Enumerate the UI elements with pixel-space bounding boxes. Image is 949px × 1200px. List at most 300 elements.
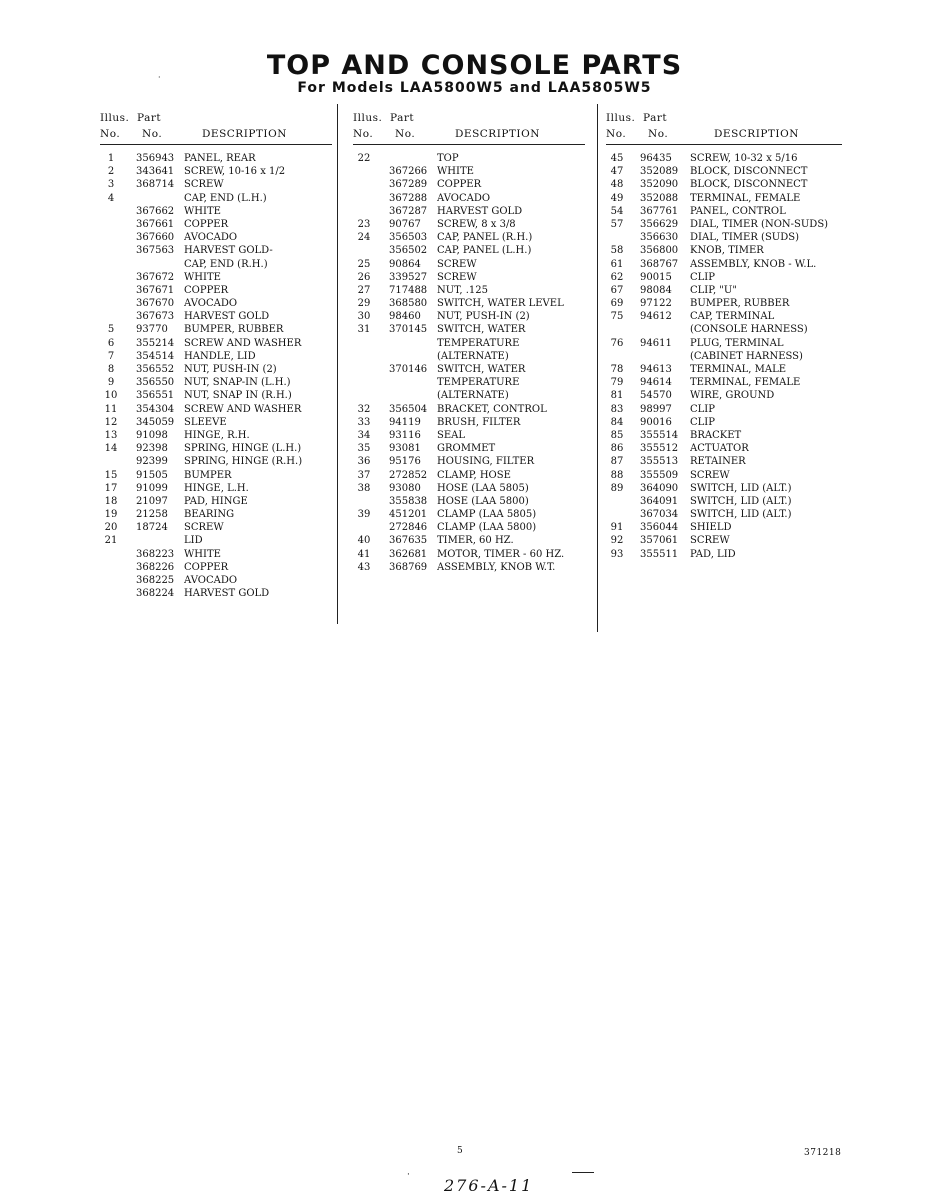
part-no: 356630 [640, 232, 679, 244]
cell-gap [122, 205, 136, 218]
parts-row [606, 442, 842, 455]
cell-gap [628, 416, 640, 429]
parts-row [100, 178, 332, 191]
illus-no [100, 205, 122, 218]
parts-row [606, 258, 842, 271]
part-no: 356551 [136, 390, 175, 402]
cell-gap [375, 442, 389, 455]
part-description: COPPER [437, 179, 482, 191]
cell-gap [628, 548, 640, 561]
part-description: WHITE [437, 166, 474, 178]
part-description: CLIP [690, 416, 715, 428]
part-description: NUT, SNAP-IN (L.H.) [184, 377, 291, 389]
part-no: 357061 [640, 535, 679, 547]
cell-gap [375, 244, 389, 257]
parts-list [353, 152, 585, 574]
illus-no: 26 [357, 271, 371, 283]
parts-row [606, 271, 842, 284]
part-no: 367673 [136, 311, 175, 323]
parts-row [606, 323, 842, 336]
header-illus-part: Illus. Part [353, 112, 415, 124]
illus-no: 57 [610, 218, 624, 230]
cell-gap [628, 271, 640, 284]
part-description: PLUG, TERMINAL [690, 337, 784, 349]
parts-row [353, 389, 585, 402]
parts-row [353, 363, 585, 376]
part-no: 343641 [136, 166, 175, 178]
part-description: SCREW [690, 469, 730, 481]
illus-no [353, 165, 375, 178]
part-description: CAP, PANEL (R.H.) [437, 232, 533, 244]
cell-gap [122, 534, 136, 547]
part-description: TOP [437, 153, 459, 164]
part-description: HINGE, R.H. [184, 429, 250, 441]
part-no [136, 258, 184, 271]
part-no: 97122 [640, 298, 672, 310]
illus-no: 40 [357, 535, 371, 547]
illus-no: 8 [107, 364, 115, 375]
part-description: SCREW [437, 258, 477, 270]
parts-row [100, 495, 332, 508]
part-description: CLIP [690, 403, 715, 415]
part-no [389, 389, 437, 402]
illus-no [606, 231, 628, 244]
illus-no: 6 [107, 337, 115, 349]
cell-gap [375, 416, 389, 429]
illus-no [353, 244, 375, 257]
parts-row [606, 350, 842, 363]
part-no: 21097 [136, 495, 168, 507]
part-no: 18724 [136, 522, 168, 534]
illus-no: 24 [357, 232, 371, 244]
part-no: 21258 [136, 509, 168, 521]
header-part-no: No. [648, 128, 669, 140]
part-no: 356044 [640, 522, 679, 534]
illus-no [606, 508, 628, 521]
illus-no [353, 389, 375, 402]
part-description: SCREW, 10-32 x 5/16 [690, 153, 798, 164]
parts-row [100, 548, 332, 561]
part-description: CLIP, "U" [690, 284, 737, 296]
cell-gap [375, 469, 389, 482]
part-description: BRUSH, FILTER [437, 416, 521, 428]
part-description: CAP, PANEL (L.H.) [437, 245, 532, 257]
part-no: 93116 [389, 429, 421, 441]
parts-row [606, 297, 842, 310]
part-no: 367563 [136, 245, 175, 257]
cell-gap [122, 389, 136, 402]
cell-gap [122, 442, 136, 455]
illus-no: 41 [357, 548, 371, 560]
part-no: 54570 [640, 390, 672, 402]
parts-row [353, 258, 585, 271]
part-description: BRACKET, CONTROL [437, 403, 547, 415]
illus-no: 31 [357, 324, 371, 336]
cell-gap [628, 455, 640, 468]
illus-no: 79 [610, 377, 624, 389]
parts-row [100, 389, 332, 402]
parts-row [353, 548, 585, 561]
illus-no: 43 [357, 561, 371, 573]
parts-row [606, 482, 842, 495]
parts-row [353, 376, 585, 389]
parts-row [353, 178, 585, 191]
part-no: 368224 [136, 588, 175, 600]
cell-gap [375, 192, 389, 205]
part-no: 272846 [389, 522, 428, 534]
cell-gap [122, 574, 136, 587]
cell-gap [375, 521, 389, 534]
speck-mark: · [158, 73, 161, 82]
part-description: TERMINAL, FEMALE [690, 377, 801, 389]
part-no: 367672 [136, 271, 175, 283]
parts-row [606, 205, 842, 218]
parts-row [100, 429, 332, 442]
page-number: 5 [457, 1146, 463, 1156]
part-no: 95176 [389, 456, 421, 468]
part-description: GROMMET [437, 443, 496, 455]
parts-row [100, 271, 332, 284]
part-description: AVOCADO [184, 298, 238, 310]
illus-no: 36 [357, 456, 371, 468]
part-description: LID [184, 535, 203, 547]
part-description: BRACKET [690, 429, 742, 441]
illus-no: 19 [104, 509, 118, 521]
part-no: 367671 [136, 284, 175, 296]
illus-no: 27 [357, 284, 371, 296]
header-illus-no: No. [353, 128, 374, 140]
part-description: NUT, SNAP IN (R.H.) [184, 390, 292, 402]
cell-gap [628, 442, 640, 455]
parts-row [606, 429, 842, 442]
illus-no: 93 [610, 548, 624, 560]
illus-no [100, 548, 122, 561]
parts-row [100, 508, 332, 521]
part-description: TIMER, 60 HZ. [437, 535, 514, 547]
cell-gap [375, 231, 389, 244]
parts-row [353, 469, 585, 482]
cell-gap [375, 205, 389, 218]
illus-no: 88 [610, 469, 624, 481]
part-no: 367662 [136, 205, 175, 217]
part-no: 355514 [640, 429, 679, 441]
cell-gap [375, 337, 389, 350]
cell-gap [122, 165, 136, 178]
parts-row [606, 548, 842, 561]
parts-row [353, 561, 585, 574]
part-no: 94611 [640, 337, 672, 349]
part-description: CLAMP, HOSE [437, 469, 511, 481]
cell-gap [375, 297, 389, 310]
illus-no [100, 231, 122, 244]
header-description: DESCRIPTION [202, 128, 287, 140]
illus-no: 69 [610, 298, 624, 310]
part-description: CAP, END (L.H.) [184, 192, 267, 204]
cell-gap [122, 416, 136, 429]
header-rule [606, 144, 842, 145]
parts-list [100, 152, 332, 600]
parts-row [606, 455, 842, 468]
cell-gap [628, 218, 640, 231]
parts-row [353, 152, 585, 165]
part-no: 355214 [136, 337, 175, 349]
parts-row [353, 534, 585, 547]
part-no: 272852 [389, 469, 428, 481]
part-no: 367635 [389, 535, 428, 547]
part-no: 94119 [389, 416, 421, 428]
parts-row [606, 337, 842, 350]
illus-no [353, 337, 375, 350]
column-header [100, 108, 332, 142]
part-no: 91098 [136, 429, 168, 441]
illus-no: 10 [104, 390, 118, 402]
cell-gap [122, 271, 136, 284]
cell-gap [122, 455, 136, 468]
parts-row [100, 587, 332, 600]
part-no: 368769 [389, 561, 428, 573]
parts-row [100, 297, 332, 310]
part-no: 352089 [640, 166, 679, 178]
cell-gap [122, 244, 136, 257]
illus-no [606, 495, 628, 508]
cell-gap [375, 534, 389, 547]
part-description: MOTOR, TIMER - 60 HZ. [437, 548, 565, 560]
illus-no [100, 258, 122, 271]
illus-no: 87 [610, 456, 624, 468]
part-description: (CABINET HARNESS) [690, 350, 803, 362]
parts-row [606, 244, 842, 257]
cell-gap [375, 508, 389, 521]
cell-gap [628, 205, 640, 218]
part-description: SCREW [184, 179, 224, 191]
illus-no [100, 271, 122, 284]
cell-gap [375, 258, 389, 271]
cell-gap [375, 455, 389, 468]
illus-no: 84 [610, 416, 624, 428]
page-title: TOP AND CONSOLE PARTS [266, 50, 683, 81]
part-no: 91505 [136, 469, 168, 481]
illus-no: 33 [357, 416, 371, 428]
part-description: HOSE (LAA 5805) [437, 482, 529, 494]
cell-gap [628, 297, 640, 310]
part-description: HOUSING, FILTER [437, 456, 535, 468]
illus-no: 17 [104, 482, 118, 494]
illus-no: 54 [610, 205, 624, 217]
illus-no: 78 [610, 364, 624, 375]
parts-row [353, 231, 585, 244]
part-description: SCREW AND WASHER [184, 337, 302, 349]
part-description: COPPER [184, 218, 229, 230]
parts-row [606, 165, 842, 178]
part-description: NUT, .125 [437, 284, 489, 296]
part-description: CLAMP (LAA 5800) [437, 522, 537, 534]
illus-no: 12 [104, 416, 118, 428]
cell-gap [122, 258, 136, 271]
illus-no: 35 [357, 443, 371, 455]
part-no: 368714 [136, 179, 175, 191]
part-no: 368225 [136, 575, 175, 586]
cell-gap [122, 192, 136, 205]
parts-row [606, 310, 842, 323]
part-description: COPPER [184, 284, 229, 296]
cell-gap [628, 495, 640, 508]
parts-row [100, 218, 332, 231]
illus-no [100, 297, 122, 310]
cell-gap [375, 561, 389, 574]
cell-gap [628, 337, 640, 350]
cell-gap [628, 350, 640, 363]
illus-no [100, 310, 122, 323]
cell-gap [628, 165, 640, 178]
part-no: 355513 [640, 456, 679, 468]
part-description: NUT, PUSH-IN (2) [437, 311, 530, 323]
parts-row [606, 521, 842, 534]
cell-gap [375, 482, 389, 495]
header-illus-part: Illus. Part [100, 112, 162, 124]
parts-row [100, 416, 332, 429]
part-no: 356629 [640, 218, 679, 230]
parts-row [100, 521, 332, 534]
speck-mark: · [407, 1170, 410, 1180]
part-description: TERMINAL, MALE [690, 364, 787, 375]
parts-row [353, 297, 585, 310]
parts-row [353, 218, 585, 231]
parts-row [606, 192, 842, 205]
cell-gap [628, 258, 640, 271]
part-no: 92399 [136, 456, 168, 468]
part-no: 355512 [640, 443, 679, 455]
cell-gap [375, 152, 389, 165]
parts-row [100, 284, 332, 297]
illus-no: 83 [610, 403, 624, 415]
cell-gap [122, 561, 136, 574]
illus-no: 25 [357, 258, 371, 270]
parts-row [606, 416, 842, 429]
part-description: WHITE [184, 548, 221, 560]
header-description: DESCRIPTION [455, 128, 540, 140]
illus-no: 89 [610, 482, 624, 494]
part-no: 90016 [640, 416, 672, 428]
document-code: 371218 [804, 1148, 842, 1158]
header-description: DESCRIPTION [714, 128, 799, 140]
column-divider [597, 104, 598, 632]
part-description: SPRING, HINGE (L.H.) [184, 443, 302, 455]
parts-row [353, 482, 585, 495]
illus-no [353, 495, 375, 508]
parts-row [353, 495, 585, 508]
illus-no: 81 [610, 390, 624, 402]
parts-row [100, 442, 332, 455]
part-description: AVOCADO [184, 575, 238, 586]
cell-gap [122, 218, 136, 231]
part-no [389, 350, 437, 363]
parts-row [606, 218, 842, 231]
part-no: 370146 [389, 364, 428, 375]
parts-row [353, 310, 585, 323]
part-no: 93081 [389, 443, 421, 455]
parts-row [606, 469, 842, 482]
part-description: KNOB, TIMER [690, 245, 764, 257]
illus-no [100, 574, 122, 587]
cell-gap [628, 310, 640, 323]
part-description: PANEL, CONTROL [690, 205, 786, 217]
illus-no: 37 [357, 469, 371, 481]
part-description: SEAL [437, 429, 466, 441]
header-rule [353, 144, 585, 145]
part-description: AVOCADO [184, 232, 238, 244]
parts-row [353, 205, 585, 218]
part-no: 98084 [640, 284, 672, 296]
part-description: TEMPERATURE [437, 377, 520, 389]
part-description: (CONSOLE HARNESS) [690, 324, 808, 336]
column-divider [337, 104, 338, 624]
parts-row [100, 455, 332, 468]
part-no [389, 337, 437, 350]
parts-row [353, 455, 585, 468]
part-no: 90864 [389, 258, 421, 270]
illus-no: 30 [357, 311, 371, 323]
part-description: SLEEVE [184, 416, 227, 428]
part-description: SWITCH, LID (ALT.) [690, 482, 792, 494]
cell-gap [375, 350, 389, 363]
cell-gap [628, 152, 640, 165]
cell-gap [122, 337, 136, 350]
part-description: WIRE, GROUND [690, 390, 775, 402]
illus-no: 5 [107, 324, 115, 336]
cell-gap [122, 152, 136, 165]
parts-row [100, 310, 332, 323]
parts-row [353, 429, 585, 442]
parts-list [606, 152, 842, 561]
part-no: 98460 [389, 311, 421, 323]
part-description: HARVEST GOLD- [184, 245, 273, 257]
cell-gap [122, 403, 136, 416]
cell-gap [628, 192, 640, 205]
handwritten-dash [572, 1172, 594, 1173]
part-no: 94614 [640, 377, 672, 389]
column-header [353, 108, 585, 142]
cell-gap [122, 297, 136, 310]
cell-gap [628, 178, 640, 191]
illus-no [100, 455, 122, 468]
part-no: 352088 [640, 192, 679, 204]
illus-no: 49 [610, 192, 624, 204]
parts-row [606, 231, 842, 244]
part-description: PAD, HINGE [184, 495, 248, 507]
illus-no [353, 376, 375, 389]
illus-no: 1 [107, 153, 115, 164]
part-no [136, 192, 184, 205]
cell-gap [628, 429, 640, 442]
illus-no [353, 363, 375, 376]
parts-row [100, 403, 332, 416]
handwritten-note: 276-A-11 [444, 1176, 534, 1195]
illus-no [353, 178, 375, 191]
illus-no [353, 192, 375, 205]
cell-gap [375, 376, 389, 389]
cell-gap [628, 231, 640, 244]
part-no: 92398 [136, 443, 168, 455]
part-no [389, 152, 437, 165]
parts-column-3 [606, 108, 842, 561]
illus-no: 14 [104, 443, 118, 455]
illus-no: 32 [357, 403, 371, 415]
parts-row [100, 574, 332, 587]
part-description: SWITCH, LID (ALT.) [690, 509, 792, 521]
parts-row [606, 376, 842, 389]
illus-no [100, 587, 122, 600]
cell-gap [122, 495, 136, 508]
